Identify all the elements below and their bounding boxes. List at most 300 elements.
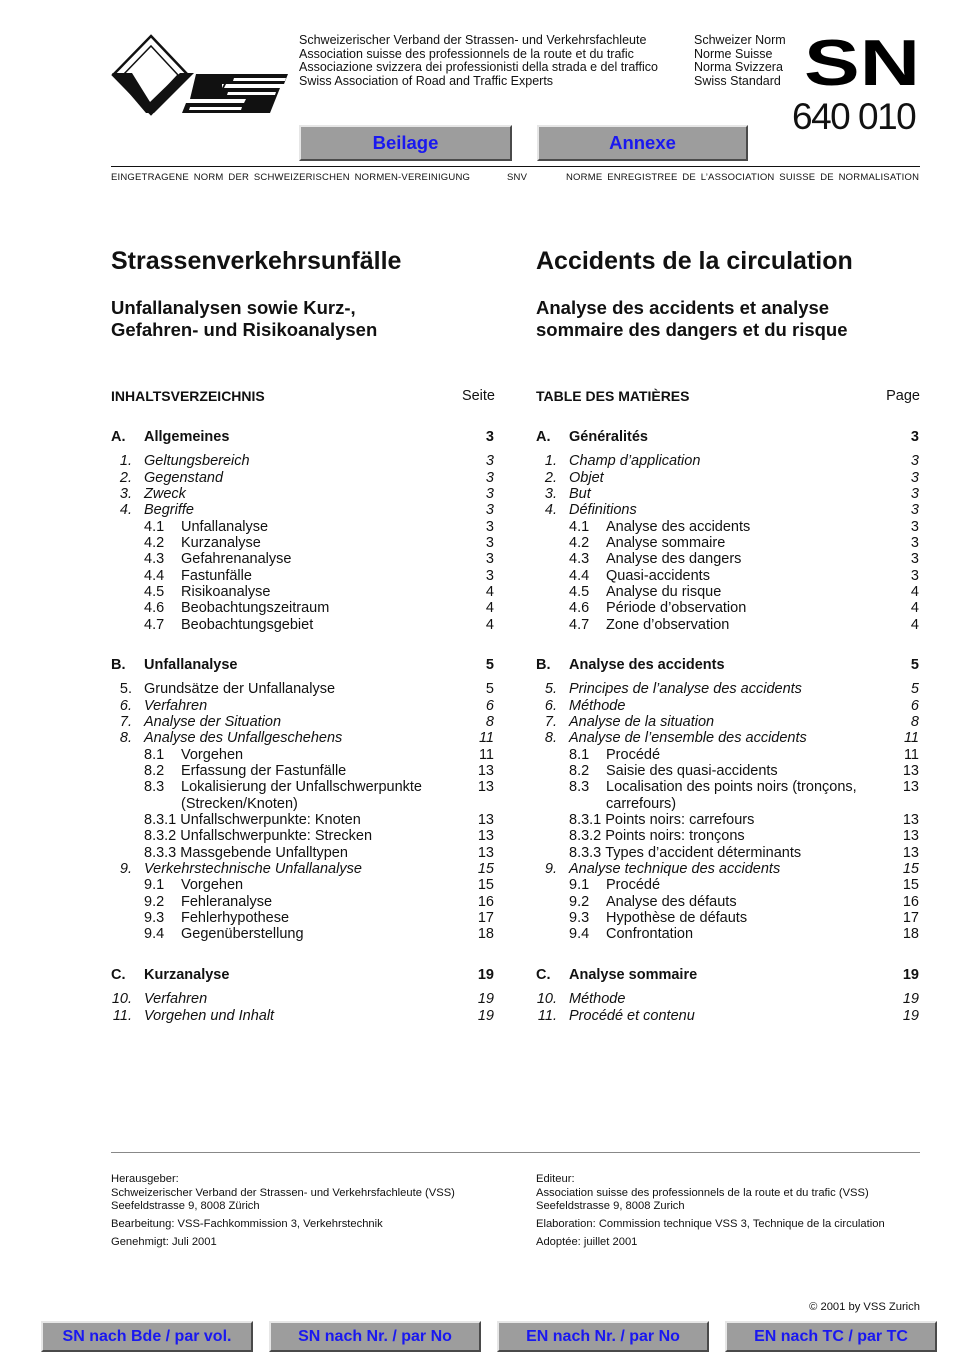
toc-entry-number: 6. (119, 697, 132, 714)
toc-entry-title: Vorgehen und Inhalt (144, 1007, 275, 1024)
registration-fr: NORME ENREGISTREE DE L’ASSOCIATION SUISSE DE NORMALISATION (566, 172, 920, 183)
toc-entry-title: Verkehrstechnische Unfallanalyse (144, 861, 362, 877)
toc-entry-number: 4. (544, 502, 557, 518)
toc-row (111, 877, 495, 893)
toc-row (536, 681, 920, 697)
subtitle-fr (536, 297, 848, 340)
toc-entry-number: 8.3.1 (569, 812, 602, 828)
toc-entry-number: 9.1 (569, 877, 590, 893)
toc-entry-page: 15 (477, 861, 494, 877)
toc-entry-number: 3. (544, 486, 557, 502)
toc-entry-number: 4.2 (144, 535, 165, 551)
toc-entry-page: 13 (477, 828, 494, 844)
toc-entry-page: 3 (485, 469, 494, 486)
toc-entry-page: 3 (910, 551, 919, 567)
toc-entry-page: 13 (902, 812, 919, 828)
toc-entry-title: Analyse des Unfallgeschehens (144, 730, 343, 746)
toc-entry-page: 5 (910, 681, 919, 697)
sn-mark (804, 36, 924, 90)
toc-entry-title: Analyse des dangers (606, 551, 742, 567)
toc-entry-page: 3 (910, 429, 919, 445)
toc-entry-page: 3 (485, 518, 494, 535)
toc-entry-page: 5 (485, 681, 494, 697)
toc-entry-title: Gegenüberstellung (181, 926, 304, 942)
toc-entry-page: 13 (902, 779, 919, 795)
toc-entry-title: Points noirs: tronçons (605, 828, 745, 844)
toc-row (111, 519, 495, 535)
toc-entry-page: 3 (485, 453, 494, 469)
toc-entry-title: Unfallschwerpunkte: Knoten (180, 812, 361, 828)
toc-entry-title: Méthode (569, 697, 626, 714)
publisher-name-fr: Association suisse des professionnels de la route et du trafic (VSS) (536, 1186, 869, 1199)
toc-entry-page: 13 (902, 844, 919, 861)
toc-entry-page: 6 (485, 697, 494, 714)
toc-entry-page: 16 (477, 893, 494, 910)
toc-row (111, 747, 495, 763)
toc-title-de: INHALTSVERZEICHNIS (111, 388, 265, 404)
toc-entry-title: Analyse des accidents (569, 657, 725, 673)
toc-row (111, 1008, 495, 1024)
toc-entry-title: Beobachtungszeitraum (181, 600, 330, 616)
toc-entry-number: 7. (544, 714, 557, 730)
toc-entry-page: 13 (477, 844, 494, 861)
toc-entry-number: 8.3.2 (569, 828, 602, 844)
toc-de (111, 429, 495, 1029)
toc-entry-number: 8. (119, 730, 132, 746)
org-name-de: Schweizerischer Verband der Strassen- und Verkehrsfachleute (299, 33, 647, 47)
toc-entry-title: Quasi-accidents (606, 567, 710, 584)
toc-row (536, 763, 920, 779)
toc-row (536, 877, 920, 893)
toc-row (536, 779, 920, 795)
publisher-address-fr: Seefeldstrasse 9, 8008 Zurich (536, 1200, 685, 1212)
toc-entry-title: Fehleranalyse (181, 893, 273, 910)
toc-entry-number: 4. (119, 502, 132, 518)
toc-row (536, 861, 920, 877)
toc-row (111, 714, 495, 730)
toc-entry-page: 16 (902, 893, 919, 910)
toc-entry-title: Méthode (569, 991, 626, 1007)
toc-entry-number: A. (111, 429, 126, 445)
toc-entry-number: B. (111, 657, 126, 673)
title-fr: Accidents de la circulation (536, 247, 853, 275)
toc-entry-number: 4.1 (569, 518, 590, 535)
toc-entry-number: 4.1 (144, 518, 165, 535)
toc-entry-title: Types d’accident déterminants (605, 844, 802, 861)
toc-entry-page: 4 (910, 616, 919, 633)
toc-fr (536, 429, 920, 1029)
toc-entry-page: 13 (902, 828, 919, 844)
toc-row (111, 730, 495, 746)
toc-entry-title: carrefours) (606, 795, 677, 812)
toc-entry-title: Vorgehen (181, 877, 244, 893)
toc-entry-number: 4.7 (144, 616, 165, 633)
toc-row (536, 617, 920, 633)
toc-entry-number: 6. (544, 697, 557, 714)
toc-entry-page: 4 (485, 600, 494, 616)
toc-entry-page: 17 (902, 910, 919, 926)
toc-row (111, 698, 495, 714)
toc-entry-number: 9. (544, 861, 557, 877)
toc-entry-number: 1. (544, 453, 557, 469)
subtitle-de-line-1: Unfallanalysen sowie Kurz-, (111, 297, 356, 318)
toc-entry-number: 8.2 (144, 763, 165, 779)
toc-entry-title: Fehlerhypothese (181, 910, 290, 926)
toc-entry-title: Analyse des défauts (606, 893, 737, 910)
toc-entry-number: 9.3 (144, 910, 165, 926)
toc-entry-title: Analyse technique des accidents (569, 861, 781, 877)
toc-entry-title: Période d’observation (606, 600, 747, 616)
toc-entry-number: 4.6 (569, 600, 590, 616)
toc-entry-title: Zweck (144, 486, 186, 502)
toc-entry-title: Zone d’observation (606, 616, 730, 633)
toc-entry-page: 3 (485, 429, 494, 445)
editing-de: Bearbeitung: VSS-Fachkommission 3, Verkehrstechnik (111, 1218, 383, 1230)
toc-entry-number: 4.5 (569, 584, 590, 600)
toc-entry-page: 19 (902, 967, 919, 983)
toc-row (536, 796, 920, 812)
toc-entry-title: Gefahrenanalyse (181, 551, 292, 567)
toc-row (111, 812, 495, 828)
toc-row (536, 502, 920, 518)
toc-entry-number: 4.5 (144, 584, 165, 600)
toc-row (111, 796, 495, 812)
vss-logo (110, 34, 292, 116)
toc-row (536, 926, 920, 942)
toc-entry-page: 19 (902, 991, 919, 1007)
norm-type-it: Norma Svizzera (694, 60, 783, 75)
toc-entry-title: Analyse sommaire (606, 535, 726, 551)
toc-entry-page: 4 (485, 584, 494, 600)
toc-row (111, 470, 495, 486)
toc-row (536, 730, 920, 746)
toc-row (536, 453, 920, 469)
toc-row (111, 535, 495, 551)
toc-entry-number: A. (536, 429, 551, 445)
toc-entry-title: Objet (569, 469, 604, 486)
norm-type-de: Schweizer Norm (694, 33, 786, 47)
nav-en-by-tc-button[interactable]: EN nach TC / par TC (725, 1321, 937, 1352)
toc-entry-page: 18 (902, 926, 919, 942)
approved-de: Genehmigt: Juli 2001 (111, 1236, 217, 1248)
toc-entry-title: Geltungsbereich (144, 453, 250, 469)
registration-snv: SNV (507, 172, 528, 183)
toc-entry-title: Principes de l’analyse des accidents (569, 681, 802, 697)
subtitle-fr-line-1: Analyse des accidents et analyse (536, 297, 830, 318)
toc-entry-title: Saisie des quasi-accidents (606, 763, 778, 779)
toc-entry-number: 3. (119, 486, 132, 502)
toc-entry-title: Vorgehen (181, 746, 244, 763)
toc-entry-number: 11. (537, 1007, 557, 1024)
footer-de (111, 1173, 521, 1250)
header-rule (111, 166, 920, 167)
toc-row (536, 551, 920, 567)
toc-row (111, 991, 495, 1007)
toc-entry-title: Procédé (606, 877, 661, 893)
toc-row (111, 828, 495, 844)
toc-entry-page: 13 (477, 763, 494, 779)
toc-entry-title: Erfassung der Fastunfälle (181, 763, 347, 779)
toc-entry-number: 9.2 (569, 893, 590, 910)
toc-entry-number: 11. (112, 1007, 132, 1024)
toc-entry-title: Beobachtungsgebiet (181, 616, 314, 633)
toc-entry-number: 9. (119, 861, 132, 877)
toc-entry-title: Généralités (569, 429, 648, 445)
toc-row (536, 698, 920, 714)
toc-entry-number: 4.3 (144, 551, 165, 567)
toc-entry-page: 19 (477, 991, 494, 1007)
toc-entry-number: 4.7 (569, 616, 590, 633)
toc-entry-title: Kurzanalyse (144, 967, 230, 983)
toc-entry-number: 7. (119, 714, 132, 730)
toc-entry-title: Begriffe (144, 502, 194, 518)
toc-entry-title: Unfallschwerpunkte: Strecken (180, 828, 373, 844)
toc-row (536, 894, 920, 910)
toc-entry-number: 10. (111, 991, 132, 1007)
norm-number: 640 010 (792, 96, 916, 137)
toc-entry-page: 11 (903, 730, 919, 746)
norm-type-fr: Norme Suisse (694, 46, 773, 61)
toc-entry-title: Analyse sommaire (569, 967, 698, 983)
toc-entry-title: Analyse de la situation (569, 714, 715, 730)
toc-row (536, 519, 920, 535)
toc-entry-title: But (569, 486, 591, 502)
org-names (299, 34, 658, 88)
toc-entry-number: 4.4 (144, 567, 165, 584)
toc-entry-number: 8.3.3 (144, 844, 177, 861)
toc-entry-page: 18 (477, 926, 494, 942)
toc-entry-page: 3 (910, 502, 919, 518)
toc-entry-page: 6 (910, 697, 919, 714)
toc-row (111, 486, 495, 502)
toc-title-fr: TABLE DES MATIÈRES (536, 388, 690, 404)
toc-entry-title: Points noirs: carrefours (605, 812, 755, 828)
toc-entry-title: Fastunfälle (181, 567, 252, 584)
footer-fr (536, 1173, 936, 1250)
approved-fr: Adoptée: juillet 2001 (536, 1236, 638, 1248)
toc-row (111, 779, 495, 795)
editing-fr: Elaboration: Commission technique VSS 3, Technique de la circulation (536, 1218, 885, 1230)
toc-entry-title: Allgemeines (144, 429, 230, 445)
footer-rule (111, 1152, 920, 1153)
publisher-label-fr: Editeur: (536, 1173, 575, 1185)
toc-entry-number: 8.3.2 (144, 828, 177, 844)
toc-row (111, 584, 495, 600)
toc-entry-number: 2. (544, 469, 557, 486)
toc-row (111, 429, 495, 445)
toc-entry-title: Confrontation (606, 926, 694, 942)
sn-mark-text: SN (804, 36, 920, 90)
org-name-en: Swiss Association of Road and Traffic Experts (299, 73, 554, 88)
toc-entry-page: 17 (477, 910, 494, 926)
toc-entry-page: 3 (910, 469, 919, 486)
toc-entry-page: 8 (485, 714, 494, 730)
toc-row (536, 747, 920, 763)
toc-entry-number: B. (536, 657, 551, 673)
toc-entry-number: 4.4 (569, 567, 590, 584)
toc-row (111, 502, 495, 518)
nav-sn-by-number-button[interactable]: SN nach Nr. / par No (269, 1321, 481, 1352)
toc-row (536, 714, 920, 730)
toc-entry-number: 4.3 (569, 551, 590, 567)
toc-entry-page: 5 (485, 657, 494, 673)
toc-entry-title: Procédé (606, 746, 661, 763)
toc-entry-number: 8.3 (144, 779, 165, 795)
toc-row (536, 584, 920, 600)
toc-entry-page: 13 (477, 812, 494, 828)
toc-entry-page: 11 (903, 746, 919, 763)
toc-entry-number: 4.6 (144, 600, 165, 616)
annexe-button[interactable]: Annexe (537, 125, 748, 161)
toc-entry-title: Risikoanalyse (181, 584, 271, 600)
toc-row (111, 967, 495, 983)
toc-entry-number: C. (111, 967, 126, 983)
toc-row (111, 617, 495, 633)
toc-entry-number: 5. (544, 681, 557, 697)
toc-entry-title: Lokalisierung der Unfallschwerpunkte (181, 779, 422, 795)
toc-entry-number: 2. (119, 469, 132, 486)
norm-type (694, 34, 786, 88)
toc-row (536, 568, 920, 584)
toc-entry-page: 8 (910, 714, 919, 730)
nav-sn-by-volume-button[interactable]: SN nach Bde / par vol. (41, 1321, 253, 1352)
org-name-fr: Association suisse des professionnels de la route et du trafic (299, 46, 634, 61)
toc-entry-number: C. (536, 967, 551, 983)
toc-entry-page: 3 (485, 551, 494, 567)
toc-entry-page: 15 (902, 861, 919, 877)
toc-entry-number: 8.2 (569, 763, 590, 779)
toc-row (536, 1008, 920, 1024)
toc-entry-title: Analyse de l’ensemble des accidents (569, 730, 807, 746)
toc-entry-page: 19 (902, 1007, 919, 1024)
publisher-label-de: Herausgeber: (111, 1173, 179, 1185)
publisher-name-de: Schweizerischer Verband der Strassen- und Verkehrsfachleute (VSS) (111, 1186, 455, 1199)
toc-entry-number: 1. (119, 453, 132, 469)
toc-entry-number: 5. (119, 681, 132, 697)
toc-entry-number: 9.1 (144, 877, 165, 893)
toc-row (111, 600, 495, 616)
toc-entry-page: 11 (478, 746, 494, 763)
toc-entry-title: Définitions (569, 502, 637, 518)
toc-row (536, 812, 920, 828)
toc-entry-page: 3 (485, 486, 494, 502)
toc-row (536, 535, 920, 551)
toc-row (111, 657, 495, 673)
toc-page-label-fr: Page (886, 388, 920, 404)
org-name-it: Associazione svizzera dei professionisti della strada e del traffico (299, 60, 658, 75)
toc-entry-page: 19 (477, 1007, 494, 1024)
toc-row (111, 568, 495, 584)
toc-entry-number: 9.2 (144, 893, 165, 910)
beilage-button[interactable]: Beilage (299, 125, 512, 161)
publisher-address-de: Seefeldstrasse 9, 8008 Zürich (111, 1200, 260, 1212)
vss-logo-icon (110, 34, 292, 116)
toc-entry-page: 4 (910, 600, 919, 616)
subtitle-fr-line-2: sommaire des dangers et du risque (536, 318, 848, 340)
toc-entry-title: Analyse des accidents (606, 518, 751, 535)
toc-entry-number: 8.3 (569, 779, 590, 795)
toc-entry-number: 9.4 (569, 926, 590, 942)
nav-en-by-number-button[interactable]: EN nach Nr. / par No (497, 1321, 709, 1352)
toc-entry-title: Unfallanalyse (181, 518, 269, 535)
toc-entry-title: Hypothèse de défauts (606, 910, 748, 926)
toc-row (111, 910, 495, 926)
toc-entry-title: Verfahren (144, 697, 208, 714)
title-de: Strassenverkehrsunfälle (111, 247, 402, 275)
toc-row (536, 486, 920, 502)
toc-entry-page: 19 (477, 967, 494, 983)
norm-type-en: Swiss Standard (694, 73, 781, 88)
toc-entry-title: Unfallanalyse (144, 657, 238, 673)
toc-row (111, 763, 495, 779)
toc-row (536, 470, 920, 486)
toc-entry-title: Analyse du risque (606, 584, 722, 600)
toc-entry-page: 4 (485, 616, 494, 633)
subtitle-de-line-2: Gefahren- und Risikoanalysen (111, 318, 378, 340)
toc-entry-page: 13 (477, 779, 494, 795)
toc-entry-title: Gegenstand (144, 469, 224, 486)
subtitle-de (111, 297, 377, 340)
toc-entry-number: 9.4 (144, 926, 165, 942)
toc-row (536, 828, 920, 844)
toc-entry-title: Champ d’application (569, 453, 701, 469)
toc-entry-number: 8.3.1 (144, 812, 177, 828)
toc-row (111, 551, 495, 567)
toc-entry-page: 13 (902, 763, 919, 779)
toc-entry-page: 3 (485, 502, 494, 518)
toc-entry-title: Verfahren (144, 991, 208, 1007)
toc-entry-title: Localisation des points noirs (tronçons, (606, 779, 857, 795)
toc-entry-number: 9.3 (569, 910, 590, 926)
toc-row (536, 600, 920, 616)
toc-entry-page: 11 (478, 730, 494, 746)
toc-entry-number: 8.1 (569, 746, 590, 763)
registration-de: EINGETRAGENE NORM DER SCHWEIZERISCHEN NORMEN-VEREINIGUNG (111, 172, 471, 183)
toc-entry-number: 8.3.3 (569, 844, 602, 861)
copyright: © 2001 by VSS Zurich (809, 1301, 920, 1313)
toc-entry-title: Analyse der Situation (144, 714, 282, 730)
toc-entry-page: 3 (910, 486, 919, 502)
toc-row (536, 910, 920, 926)
toc-entry-page: 3 (485, 567, 494, 584)
toc-entry-title: Kurzanalyse (181, 535, 261, 551)
toc-entry-number: 8. (544, 730, 557, 746)
toc-entry-number: 4.2 (569, 535, 590, 551)
toc-row (536, 845, 920, 861)
toc-row (536, 657, 920, 673)
toc-entry-title: Procédé et contenu (569, 1007, 695, 1024)
toc-row (536, 991, 920, 1007)
toc-entry-page: 15 (477, 877, 494, 893)
toc-entry-number: 8.1 (144, 746, 165, 763)
toc-entry-page: 5 (910, 657, 919, 673)
toc-row (111, 861, 495, 877)
toc-entry-title: Massgebende Unfalltypen (180, 844, 348, 861)
toc-entry-page: 3 (910, 518, 919, 535)
toc-entry-page: 4 (910, 584, 919, 600)
toc-row (536, 967, 920, 983)
toc-entry-page: 3 (910, 567, 919, 584)
toc-row (111, 845, 495, 861)
toc-entry-title: Grundsätze der Unfallanalyse (144, 681, 336, 697)
toc-row (111, 894, 495, 910)
toc-entry-page: 3 (485, 535, 494, 551)
toc-entry-page: 3 (910, 535, 919, 551)
toc-entry-page: 15 (902, 877, 919, 893)
toc-page-label-de: Seite (461, 388, 495, 404)
toc-row (111, 453, 495, 469)
toc-entry-title: (Strecken/Knoten) (181, 795, 298, 812)
